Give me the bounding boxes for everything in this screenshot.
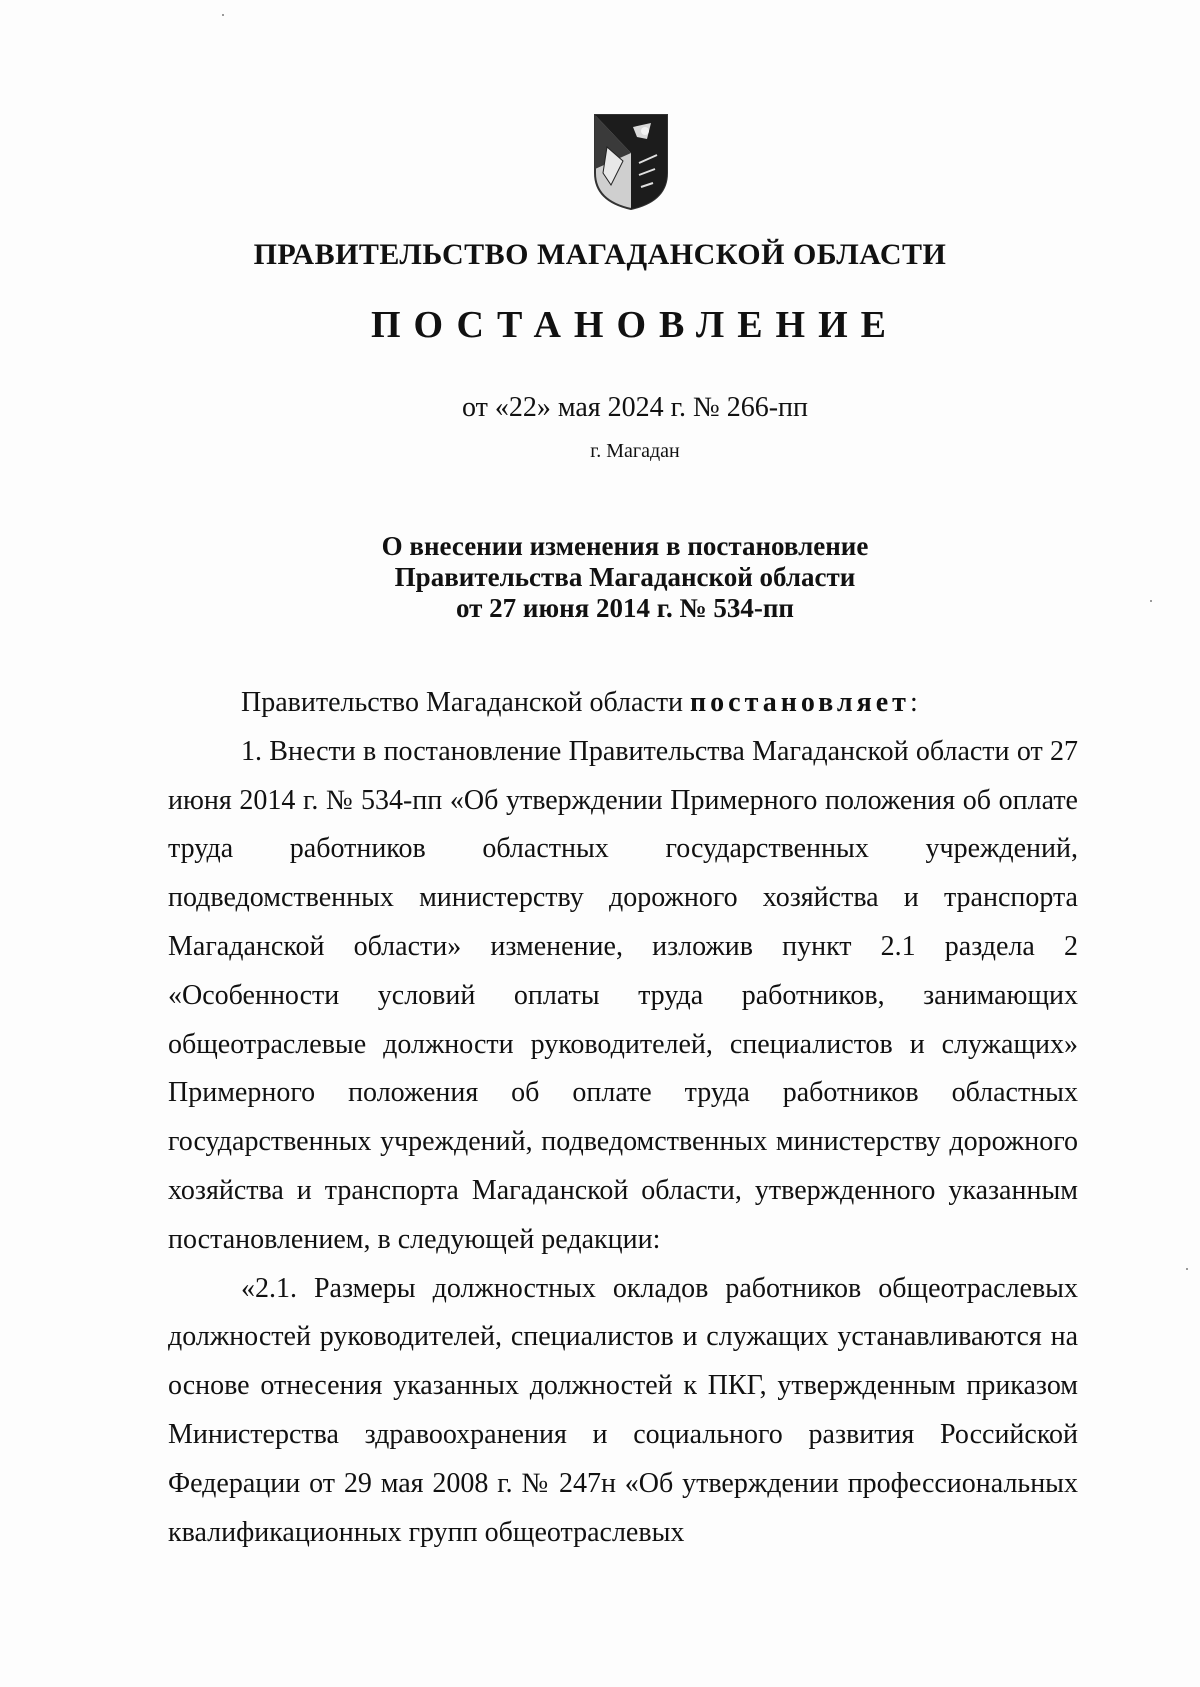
organization-title: ПРАВИТЕЛЬСТВО МАГАДАНСКОЙ ОБЛАСТИ (253, 238, 947, 271)
document-type-heading: ПОСТАНОВЛЕНИЕ (370, 304, 900, 346)
document-subject (0, 531, 1200, 624)
document-body (168, 679, 1078, 1557)
scan-speck (222, 14, 224, 16)
preamble-paragraph (168, 679, 1078, 728)
subject-line-2: Правительства Магаданской области (394, 562, 856, 592)
preamble-colon: : (909, 687, 918, 718)
paragraph-1: 1. Внести в постановление Правительства Магаданской области от 27 июня 2014 г. № 534-пп «Об утверждении Примерного положения об оплате труда работников областных государственных учреждений, подведомственных министерству дорожного хозяйства и транспорта Магаданской области» изменение, изложив пункт 2.1 раздела 2 «Особенности условий оплаты труда работников, занимающих общеотраслевые должности руководителей, специалистов и служащих» Примерного положения об оплате труда работников областных государственных учреждений, подведомственных министерству дорожного хозяйства и транспорта Магаданской области, утвержденного указанным постановлением, в следующей редакции: (168, 735, 1078, 1255)
coat-of-arms-emblem (593, 113, 669, 211)
preamble-text: Правительство Магаданской области (241, 687, 684, 718)
scan-speck (1186, 1268, 1188, 1270)
scan-speck (1150, 600, 1152, 602)
subject-line-1: О внесении изменения в постановление (381, 531, 869, 561)
document-date-number: от «22» мая 2024 г. № 266-пп (461, 392, 809, 423)
paragraph-2: «2.1. Размеры должностных окладов работников общеотраслевых должностей руководителей, специалистов и служащих устанавливаются на основе отнесения указанных должностей к ПКГ, утвержденным приказом Министерства здравоохранения и социального развития Российской Федерации от 29 мая 2008 г. № 247н «Об утверждении профессиональных квалификационных групп общеотраслевых (168, 1272, 1078, 1548)
preamble-verb: постановляет (690, 687, 910, 718)
document-city: г. Магадан (590, 440, 680, 462)
subject-line-3: от 27 июня 2014 г. № 534-пп (456, 593, 794, 623)
